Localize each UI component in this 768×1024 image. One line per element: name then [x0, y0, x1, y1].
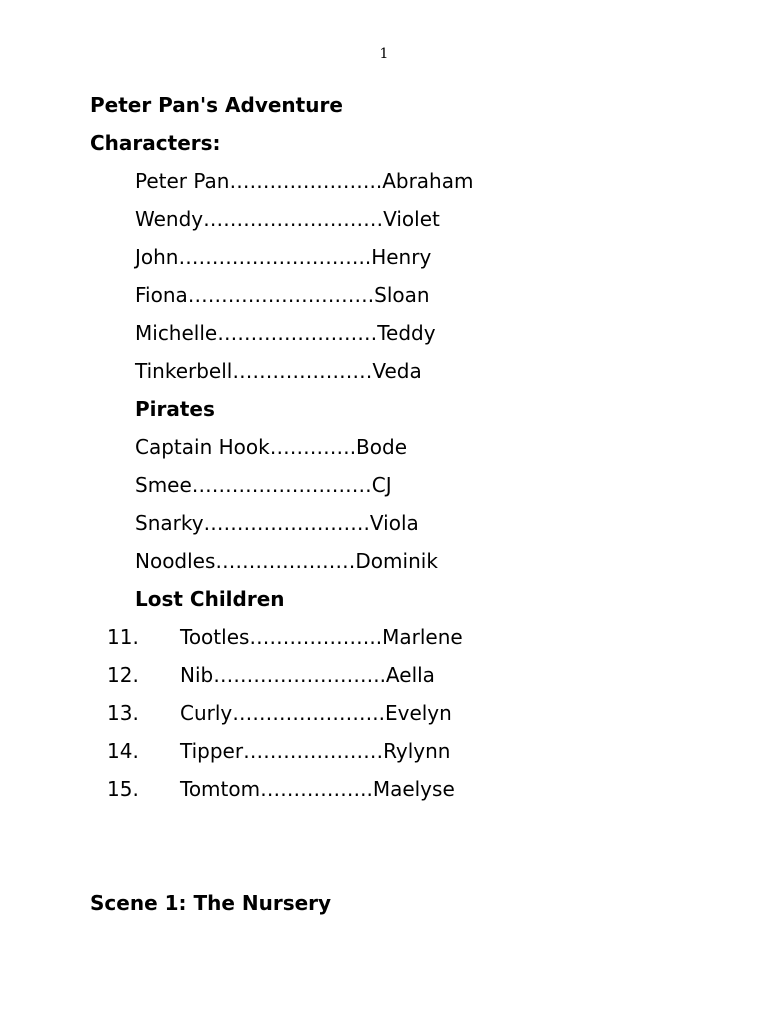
- list-item-text: Tipper…………………Rylynn: [180, 739, 451, 763]
- document-title: Peter Pan's Adventure: [90, 93, 343, 117]
- list-item-text: Tootles………………..Marlene: [180, 625, 463, 649]
- list-item-text: Tomtom……………..Maelyse: [180, 777, 455, 801]
- list-item-text: Tinkerbell…………………Veda: [135, 359, 422, 383]
- list-item-number: 11.: [107, 625, 139, 649]
- list-item-text: Noodles…………………Dominik: [135, 549, 438, 573]
- list-item-text: Fiona……………………….Sloan: [135, 283, 430, 307]
- list-item-number: 13.: [107, 701, 139, 725]
- list-item-number: 15.: [107, 777, 139, 801]
- list-item-text: Wendy………………………Violet: [135, 207, 440, 231]
- scene-heading: Scene 1: The Nursery: [90, 891, 332, 915]
- list-item-number: 12.: [107, 663, 139, 687]
- list-item-text: John………………………..Henry: [135, 245, 432, 269]
- list-item-text: Curly…………………..Evelyn: [180, 701, 452, 725]
- list-item-text: Captain Hook………….Bode: [135, 435, 408, 459]
- list-item-text: Snarky…………………….Viola: [135, 511, 419, 535]
- list-item-number: 14.: [107, 739, 139, 763]
- list-item-text: Nib……………………..Aella: [180, 663, 435, 687]
- list-item-text: Smee………………………CJ: [135, 473, 392, 497]
- list-item-text: Michelle……………………Teddy: [135, 321, 436, 345]
- pirates-heading: Pirates: [135, 397, 215, 421]
- page-number: 1: [379, 46, 389, 62]
- characters-heading: Characters:: [90, 131, 221, 155]
- lost-children-heading: Lost Children: [135, 587, 285, 611]
- list-item-text: Peter Pan…………………..Abraham: [135, 169, 474, 193]
